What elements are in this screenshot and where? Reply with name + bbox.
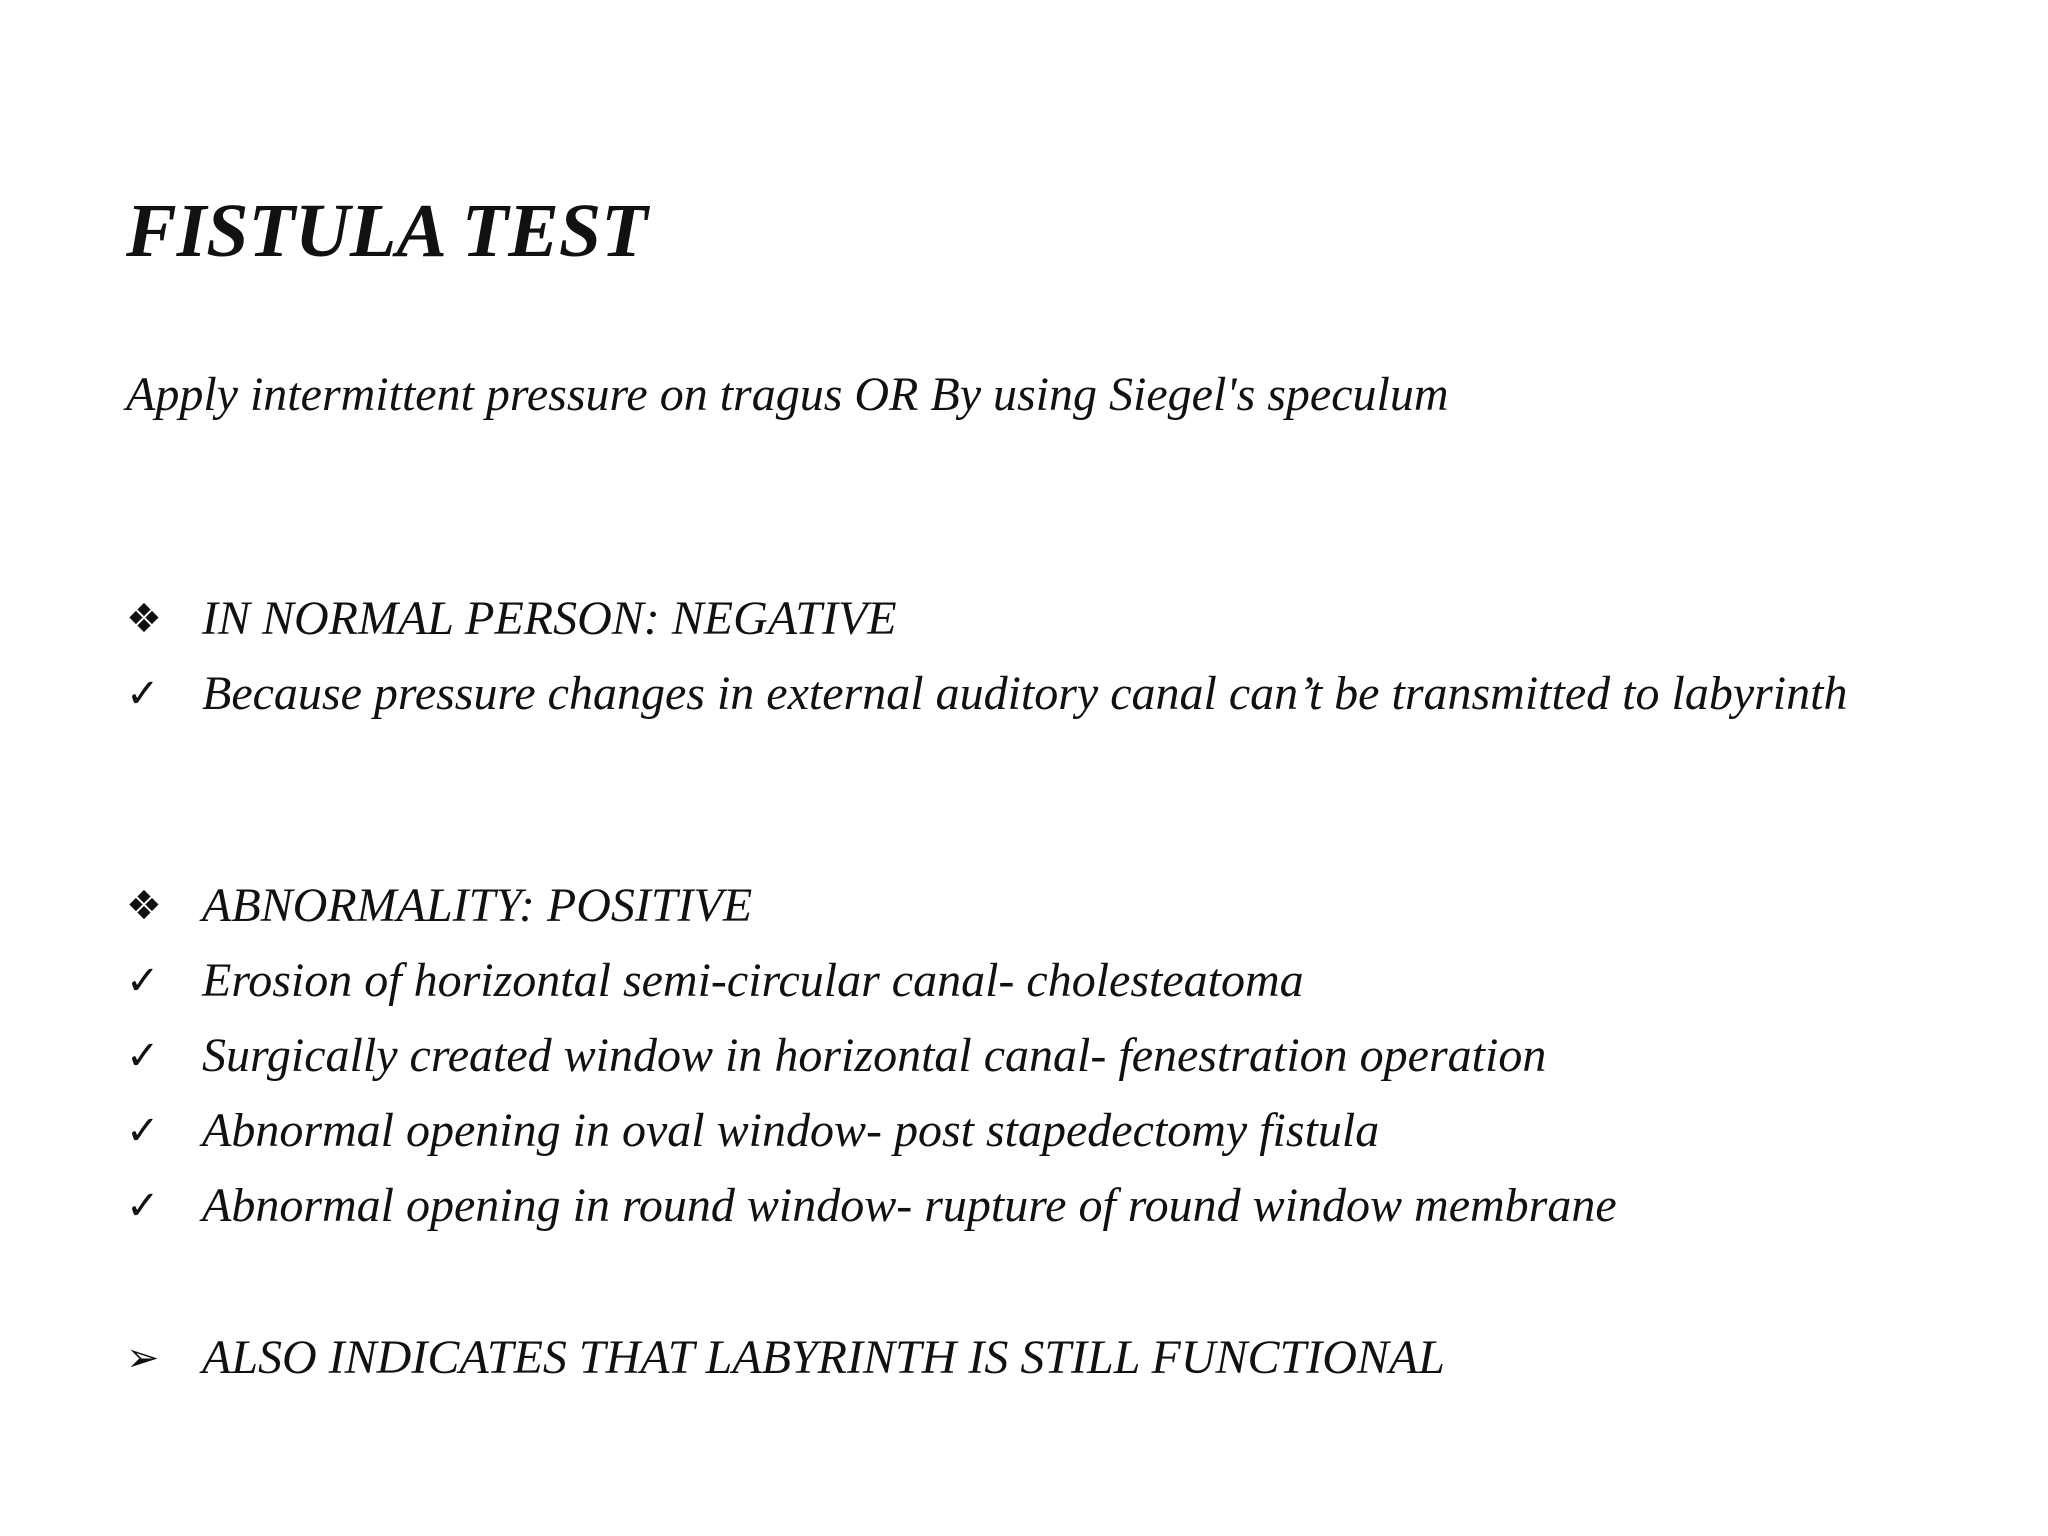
list-item-cause: [126, 1100, 1986, 1162]
slide-title: FISTULA TEST: [126, 189, 648, 273]
checkmark-bullet-icon: ✓: [126, 1033, 160, 1079]
list-item-text: Because pressure changes in external auditory canal can’t be transmitted to labyrinth: [202, 667, 1848, 720]
list-item-text: Surgically created window in horizontal canal- fenestration operation: [202, 1029, 1547, 1082]
checkmark-bullet-icon: ✓: [126, 671, 160, 717]
list-item-cause: [126, 950, 1986, 1012]
list-item-text: ABNORMALITY: POSITIVE: [202, 879, 753, 932]
list-item-text: Erosion of horizontal semi-circular canal- cholesteatoma: [202, 954, 1304, 1007]
slide-subtitle: Apply intermittent pressure on tragus OR By using Siegel's speculum: [126, 368, 1449, 421]
list-item-text: ALSO INDICATES THAT LABYRINTH IS STILL FUNCTIONAL: [202, 1331, 1445, 1384]
list-item-text: IN NORMAL PERSON: NEGATIVE: [202, 592, 897, 645]
list-item-abnormality-heading: [126, 875, 1986, 937]
arrowhead-bullet-icon: ➢: [126, 1335, 160, 1381]
list-item-text: Abnormal opening in round window- rupture of round window membrane: [202, 1179, 1617, 1232]
list-item-cause: [126, 1025, 1986, 1087]
list-item-cause: [126, 1175, 1986, 1237]
checkmark-bullet-icon: ✓: [126, 1108, 160, 1154]
diamond-bullet-icon: ❖: [126, 596, 162, 642]
checkmark-bullet-icon: ✓: [126, 958, 160, 1004]
list-item-normal-reason: [126, 663, 1986, 725]
list-item-conclusion: [126, 1327, 1986, 1389]
list-item-text: Abnormal opening in oval window- post stapedectomy fistula: [202, 1104, 1380, 1157]
checkmark-bullet-icon: ✓: [126, 1183, 160, 1229]
list-item-normal-heading: [126, 588, 1986, 650]
diamond-bullet-icon: ❖: [126, 883, 162, 929]
